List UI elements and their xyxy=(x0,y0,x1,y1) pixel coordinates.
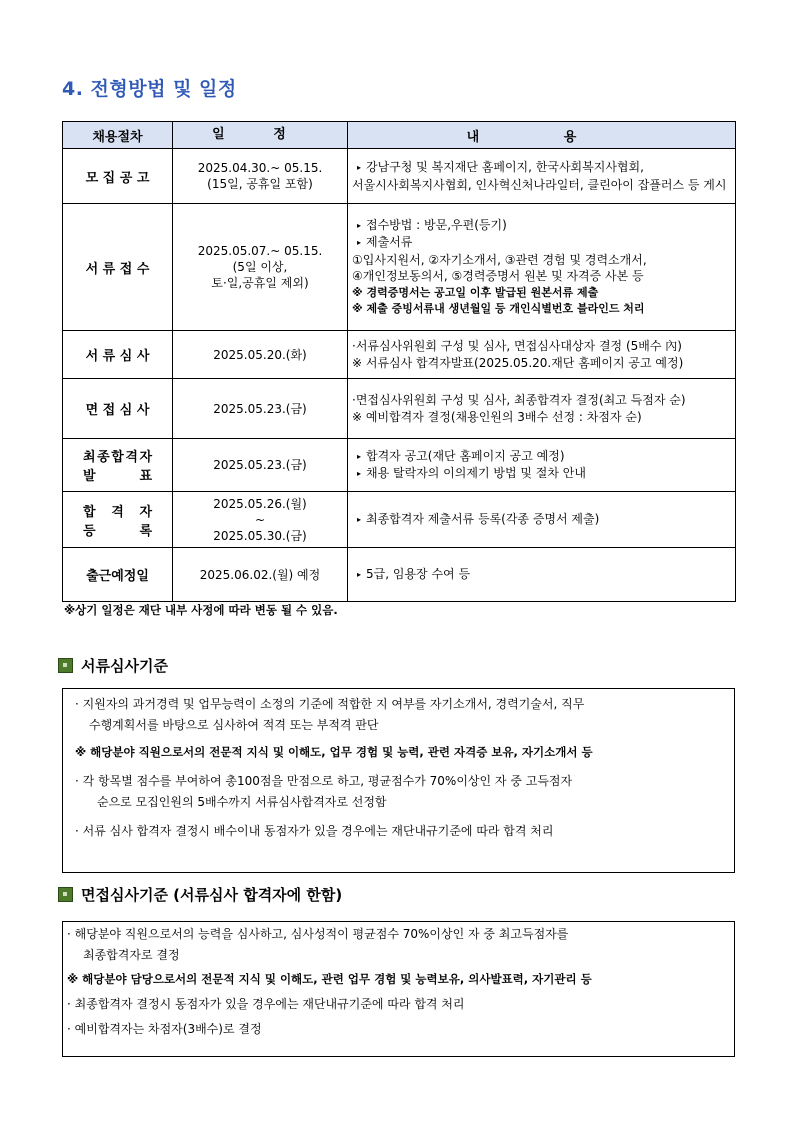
section-bullet-icon xyxy=(58,887,73,902)
content-line xyxy=(352,355,731,372)
date-cell xyxy=(173,149,348,204)
content-line xyxy=(352,159,731,177)
content-line xyxy=(352,448,731,466)
triangle-bullet-icon: ▸ xyxy=(356,569,361,579)
interview-line: · 최종합격자 결정시 동점자가 있을 경우에는 재단내규기준에 따라 합격 처리 xyxy=(67,997,465,1011)
content-text: ※ 제출 증빙서류내 생년월일 등 개인식별번호 블라인드 처리 xyxy=(352,302,645,315)
step-label: 서 류 심 사 xyxy=(85,349,150,364)
header-content: 내 용 xyxy=(348,122,736,149)
doc-review-line: · 지원자의 과거경력 및 업무능력이 소정의 기준에 적합한 지 여부를 자기소개서, 경력기술서, 직무 xyxy=(75,697,585,711)
content-text: 합격자 공고(재단 홈페이지 공고 예정) xyxy=(366,448,565,463)
content-text: 5급, 임용장 수여 등 xyxy=(366,566,471,581)
content-line xyxy=(352,392,731,409)
interview-box xyxy=(62,921,735,1057)
date-line: 2025.05.30.(금) xyxy=(213,528,307,543)
date-cell xyxy=(173,379,348,439)
date-cell xyxy=(173,204,348,331)
content-text: ·면접심사위원회 구성 및 심사, 최종합격자 결정(최고 득점자 순) xyxy=(352,393,686,407)
step-label: 서 류 접 수 xyxy=(85,261,150,277)
content-text: ※ 경력증명서는 공고일 이후 발급된 원본서류 제출 xyxy=(352,285,599,299)
step-cell xyxy=(63,548,173,602)
content-line xyxy=(352,285,731,302)
interview-line: · 예비합격자는 차점자(3배수)로 결정 xyxy=(67,1022,262,1036)
table-row xyxy=(63,379,736,439)
content-line xyxy=(352,177,731,194)
page-title: 4. 전형방법 및 일정 xyxy=(62,78,237,100)
content-text: ※ 예비합격자 결정(채용인원의 3배수 선정 : 차점자 순) xyxy=(352,409,642,424)
date-line: 2025.05.07.~ 05.15. xyxy=(197,244,323,258)
content-text: ④개인정보동의서, ⑤경력증명서 원본 및 자격증 사본 등 xyxy=(352,269,644,283)
doc-review-note: ※ 해당분야 직원으로서의 전문적 지식 및 이해도, 업무 경험 및 능력, 관련 자격증 보유, 자기소개서 등 xyxy=(75,745,593,759)
content-line xyxy=(352,252,731,269)
content-line xyxy=(352,566,731,584)
step-cell xyxy=(63,492,173,548)
table-row xyxy=(63,149,736,204)
date-line: 2025.05.26.(월) xyxy=(213,496,307,511)
doc-review-line: 순으로 모집인원의 5배수까지 서류심사합격자로 선정함 xyxy=(97,795,387,809)
section-bullet-icon xyxy=(58,658,73,673)
date-line: (5일 이상, xyxy=(232,260,288,274)
content-line xyxy=(352,338,731,355)
content-cell xyxy=(348,439,736,492)
content-text: ①입사지원서, ②자기소개서, ③관련 경험 및 경력소개서, xyxy=(352,252,647,267)
date-line: 토·일,공휴일 제외) xyxy=(211,276,309,290)
step-cell xyxy=(63,204,173,331)
content-line xyxy=(352,234,731,252)
table-row xyxy=(63,331,736,379)
content-line xyxy=(352,217,731,235)
content-cell xyxy=(348,548,736,602)
step-label: 면 접 심 사 xyxy=(85,403,150,418)
content-text: 서울시사회복지사협회, 인사혁신처나라일터, 클린아이 잡플러스 등 게시 xyxy=(352,177,727,192)
step-label: 합 격 자 등 록 xyxy=(83,504,152,539)
step-cell xyxy=(63,331,173,379)
step-cell xyxy=(63,439,173,492)
doc-review-heading-text: 서류심사기준 xyxy=(81,657,168,675)
table-header-row xyxy=(63,122,736,149)
doc-review-line: 수행계획서를 바탕으로 심사하여 적격 또는 부적격 판단 xyxy=(89,718,379,732)
date-line: 2025.06.02.(월) 예정 xyxy=(199,567,321,582)
doc-review-box xyxy=(62,688,735,873)
content-line xyxy=(352,511,731,529)
date-line: 2025.05.23.(금) xyxy=(213,401,307,416)
triangle-bullet-icon: ▸ xyxy=(356,220,361,230)
step-label: 모 집 공 고 xyxy=(85,170,150,186)
date-line: 2025.05.20.(화) xyxy=(213,347,307,362)
triangle-bullet-icon: ▸ xyxy=(356,469,361,478)
date-line: ~ xyxy=(254,512,266,527)
step-cell xyxy=(63,379,173,439)
date-cell xyxy=(173,331,348,379)
interview-line: 최종합격자로 결정 xyxy=(83,948,180,962)
content-text: 강남구청 및 복지재단 홈페이지, 한국사회복지사협회, xyxy=(366,160,644,174)
content-text: 채용 탈락자의 이의제기 방법 및 절차 안내 xyxy=(366,466,586,480)
table-row xyxy=(63,492,736,548)
interview-note: ※ 해당분야 담당으로서의 전문적 지식 및 이해도, 관련 업무 경험 및 능력보유, 의사발표력, 자기관리 등 xyxy=(67,972,592,986)
step-label: 출근예정일 xyxy=(86,569,149,584)
date-cell xyxy=(173,548,348,602)
triangle-bullet-icon: ▸ xyxy=(356,514,361,524)
content-cell xyxy=(348,331,736,379)
content-cell xyxy=(348,492,736,548)
date-line: 2025.05.23.(금) xyxy=(213,458,307,472)
table-row xyxy=(63,439,736,492)
interview-heading xyxy=(58,884,342,905)
content-text: 최종합격자 제출서류 등록(각종 증명서 제출) xyxy=(366,511,600,526)
date-cell xyxy=(173,492,348,548)
content-line xyxy=(352,409,731,426)
header-date: 일 정 xyxy=(173,122,348,149)
content-cell xyxy=(348,379,736,439)
content-line xyxy=(352,301,731,318)
table-row xyxy=(63,204,736,331)
content-text: ※ 서류심사 합격자발표(2025.05.20.재단 홈페이지 공고 예정) xyxy=(352,355,684,370)
step-cell xyxy=(63,149,173,204)
content-line xyxy=(352,465,731,483)
triangle-bullet-icon: ▸ xyxy=(356,238,361,247)
content-cell xyxy=(348,149,736,204)
table-note: ※상기 일정은 재단 내부 사정에 따라 변동 될 수 있음. xyxy=(64,603,338,617)
date-cell xyxy=(173,439,348,492)
interview-line: · 해당분야 직원으로서의 능력을 심사하고, 심사성적이 평균점수 70%이상인 자 중 최고득점자를 xyxy=(67,927,569,941)
schedule-table xyxy=(62,121,736,602)
content-line xyxy=(352,268,731,285)
interview-heading-text: 면접심사기준 (서류심사 합격자에 한함) xyxy=(81,886,343,904)
table-row xyxy=(63,548,736,602)
content-text: 제출서류 xyxy=(366,235,413,249)
content-cell xyxy=(348,204,736,331)
step-label: 최 종 합 격 자 발 표 xyxy=(83,450,152,484)
content-text: ·서류심사위원회 구성 및 심사, 면접심사대상자 결정 (5배수 內) xyxy=(352,339,682,353)
date-line: (15일, 공휴일 포함) xyxy=(207,177,313,191)
triangle-bullet-icon: ▸ xyxy=(356,451,361,461)
doc-review-heading xyxy=(58,655,168,676)
doc-review-line: · 각 항목별 점수를 부여하여 총100점을 만점으로 하고, 평균점수가 70%이상인 자 중 고득점자 xyxy=(75,774,573,788)
content-text: 접수방법 : 방문,우편(등기) xyxy=(366,217,507,232)
triangle-bullet-icon: ▸ xyxy=(356,163,361,172)
doc-review-line: · 서류 심사 합격자 결정시 배수이내 동점자가 있을 경우에는 재단내규기준에 따라 합격 처리 xyxy=(75,824,554,838)
date-line: 2025.04.30.~ 05.15. xyxy=(197,161,323,175)
header-step: 채용절차 xyxy=(63,122,173,149)
